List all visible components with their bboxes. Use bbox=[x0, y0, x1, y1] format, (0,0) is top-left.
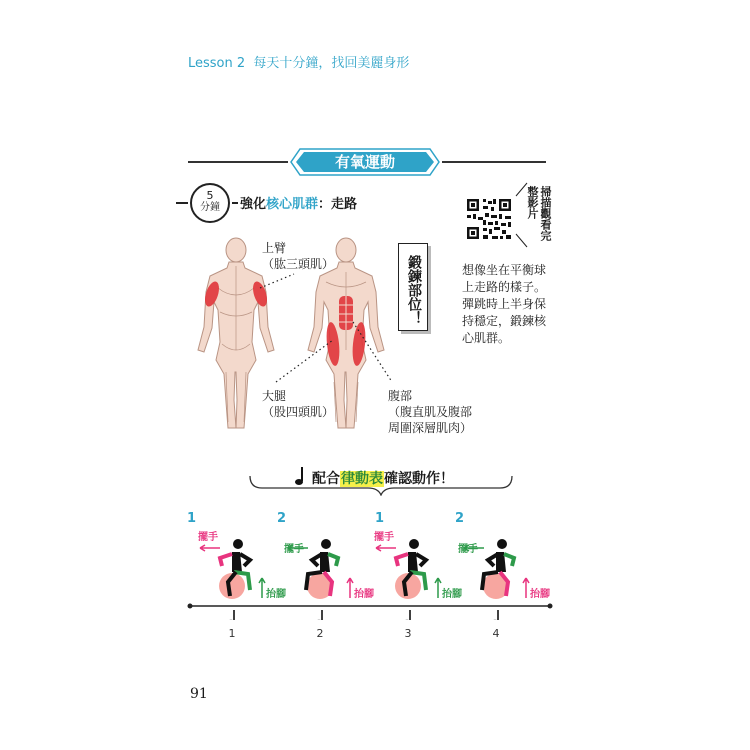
beat-number-1: 1 bbox=[228, 627, 236, 640]
badge-tick-left bbox=[176, 202, 188, 204]
rhythm-cue bbox=[312, 468, 454, 488]
lesson-title: 每天十分鐘，找回美麗身形 bbox=[253, 56, 410, 71]
lift-label-2: 抬腳 bbox=[354, 589, 374, 600]
abs-detail-1: （腹直肌及腹部 bbox=[388, 405, 473, 419]
subtitle-suffix: ：走路 bbox=[318, 197, 358, 212]
figure-beat-2 bbox=[306, 539, 338, 599]
swing-label-3: 擺手 bbox=[374, 532, 394, 543]
cue-suffix: 確認動作！ bbox=[384, 471, 454, 487]
duration-minutes: 5 bbox=[206, 189, 214, 202]
upper-arm-label bbox=[262, 240, 334, 272]
exercise-subtitle bbox=[240, 193, 357, 212]
exercise-description: 想像坐在平衡球上走路的樣子。彈跳時上半身保持穩定，鍛鍊核心肌群。 bbox=[462, 263, 547, 345]
abs-title: 腹部 bbox=[388, 389, 413, 403]
beat-number-4: 4 bbox=[492, 627, 500, 640]
count-label-3: 1 bbox=[375, 511, 385, 526]
figure-beat-4 bbox=[482, 539, 514, 599]
swing-label-4: 擺手 bbox=[458, 544, 478, 555]
count-label-2: 2 bbox=[277, 511, 287, 526]
cue-highlight: 律動表 bbox=[341, 471, 383, 487]
swing-label-2: 擺手 bbox=[284, 544, 304, 555]
page-number: 91 bbox=[190, 686, 208, 702]
beat-number-2: 2 bbox=[316, 627, 324, 640]
rhythm-figures bbox=[180, 510, 560, 620]
count-label-1: 1 bbox=[187, 511, 197, 526]
qr-caption: 掃描觀看完整影片 bbox=[526, 186, 552, 241]
abs-detail-2: 周圍深層肌肉） bbox=[388, 421, 473, 435]
thigh-label bbox=[262, 388, 334, 420]
badge-tick-right bbox=[232, 202, 238, 204]
thigh-detail: （股四頭肌） bbox=[262, 405, 335, 419]
upper-arm-title: 上臂 bbox=[262, 241, 287, 255]
lesson-label: Lesson 2 bbox=[188, 56, 246, 71]
lift-label-3: 抬腳 bbox=[442, 589, 462, 600]
count-label-4: 2 bbox=[455, 511, 465, 526]
lift-label-1: 抬腳 bbox=[266, 589, 286, 600]
subtitle-prefix: 強化 bbox=[240, 197, 267, 212]
figure-beat-1 bbox=[219, 539, 250, 599]
beat-number-3: 3 bbox=[404, 627, 412, 640]
swing-label-1: 擺手 bbox=[198, 532, 218, 543]
duration-unit: 分鐘 bbox=[200, 202, 220, 213]
lift-label-4: 抬腳 bbox=[530, 589, 550, 600]
section-title: 有氧運動 bbox=[334, 153, 395, 171]
abs-label bbox=[388, 388, 472, 436]
cue-prefix: 配合 bbox=[312, 471, 340, 487]
subtitle-highlight: 核心肌群 bbox=[266, 197, 319, 212]
section-rule-left bbox=[188, 161, 288, 163]
music-note-icon bbox=[294, 466, 306, 486]
training-part-box: 鍛鍊部位！ bbox=[398, 243, 428, 331]
figure-beat-3 bbox=[395, 539, 426, 599]
qr-code-icon[interactable] bbox=[464, 196, 514, 242]
duration-badge bbox=[190, 183, 230, 223]
section-rule-right bbox=[442, 161, 546, 163]
upper-arm-detail: （肱三頭肌） bbox=[262, 257, 335, 271]
running-header bbox=[188, 52, 409, 71]
thigh-title: 大腿 bbox=[262, 389, 287, 403]
